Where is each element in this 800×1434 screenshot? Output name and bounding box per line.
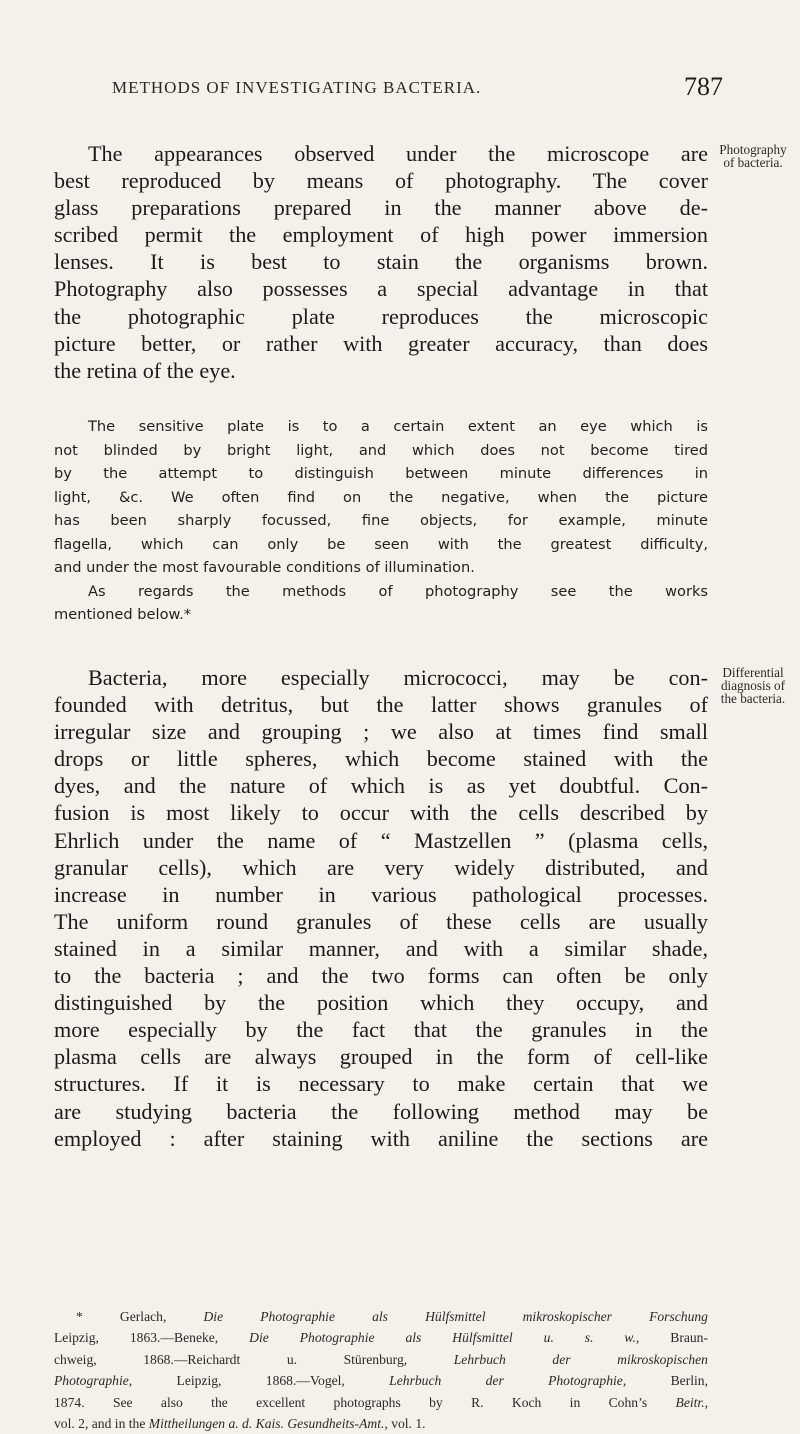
text-line: the retina of the eye.: [54, 357, 236, 383]
text-line: founded with detritus, but the latter shows granules of: [54, 692, 708, 718]
footnote: [54, 1306, 708, 1434]
text-line: Bacteria, more especially micrococci, may be con-: [88, 665, 708, 690]
text-line: more especially by the fact that the granules in the: [54, 1017, 708, 1043]
footnote-line: vol. 2, and in the Mittheilungen a. d. Kais. Gesundheits-Amt., vol. 1.: [54, 1415, 426, 1431]
footnote-line: Leipzig, 1863.—Beneke, Die Photographie als Hülfsmittel u. s. w., Braun-: [54, 1330, 708, 1346]
text-line: are studying bacteria the following method may be: [54, 1098, 708, 1124]
sidenote-line: Differential: [722, 665, 784, 680]
text-line: Photography also possesses a special advantage in that: [54, 276, 708, 302]
text-line: irregular size and grouping ; we also at times find small: [54, 719, 708, 745]
text-line: flagella, which can only be seen with the greatest difficulty,: [54, 535, 708, 553]
text-line: employed : after staining with aniline the sections are: [54, 1125, 708, 1151]
text-line: to the bacteria ; and the two forms can often be only: [54, 963, 708, 989]
text-line: fusion is most likely to occur with the cells described by: [54, 800, 708, 826]
text-line: As regards the methods of photography see the works: [88, 582, 708, 600]
text-line: drops or little spheres, which become stained with the: [54, 746, 708, 772]
text-line: The uniform round granules of these cells are usually: [54, 908, 708, 934]
text-line: plasma cells are always grouped in the form of cell-like: [54, 1044, 708, 1070]
footnote-line: 1874. See also the excellent photographs by R. Koch in Cohn’s Beitr.,: [54, 1394, 708, 1410]
sidenote-line: of bacteria.: [723, 155, 783, 170]
text-line: glass preparations prepared in the manner above de-: [54, 195, 708, 221]
text-line: the photographic plate reproduces the microscopic: [54, 303, 708, 329]
text-line: mentioned below.*: [54, 606, 192, 623]
sidenote-line: the bacteria.: [720, 691, 786, 706]
text-line: has been sharply focussed, fine objects, for example, minute: [54, 512, 708, 529]
text-line: by the attempt to distinguish between minute differences in: [54, 465, 708, 482]
text-line: stained in a similar manner, and with a similar shade,: [54, 935, 708, 961]
text-line: light, &c. We often find on the negative, when the picture: [54, 488, 708, 506]
text-line: and under the most favourable conditions of illumination.: [54, 559, 475, 576]
page-number: 787: [684, 72, 723, 101]
paragraph-differential-diagnosis: [54, 664, 708, 1152]
text-line: picture better, or rather with greater accuracy, than does: [54, 330, 708, 356]
paragraph-sensitive-plate: [54, 415, 708, 627]
text-line: structures. If it is necessary to make certain that we: [54, 1071, 708, 1097]
text-line: distinguished by the position which they occupy, and: [54, 990, 708, 1016]
text-line: scribed permit the employment of high power immersion: [54, 222, 708, 248]
sidenote-differential-diagnosis: [710, 666, 796, 705]
footnote-line: Photographie, Leipzig, 1868.—Vogel, Lehrbuch der Photographie, Berlin,: [54, 1373, 708, 1389]
text-line: best reproduced by means of photography. The cover: [54, 168, 708, 194]
text-line: granular cells), which are very widely distributed, and: [54, 854, 708, 880]
footnote-line: chweig, 1868.—Reichardt u. Stürenburg, Lehrbuch der mikroskopischen: [54, 1351, 708, 1367]
text-line: The sensitive plate is to a certain extent an eye which is: [88, 418, 708, 435]
text-line: increase in number in various pathological processes.: [54, 881, 708, 907]
running-head: [0, 72, 800, 116]
text-line: The appearances observed under the microscope are: [88, 141, 708, 166]
text-line: not blinded by bright light, and which does not become tired: [54, 441, 708, 459]
sidenote-line: diagnosis of: [720, 678, 786, 693]
text-line: lenses. It is best to stain the organisms brown.: [54, 249, 708, 275]
running-title: METHODS OF INVESTIGATING BACTERIA.: [112, 78, 482, 97]
paragraph-photography: [54, 140, 708, 384]
text-line: dyes, and the nature of which is as yet doubtful. Con-: [54, 773, 708, 799]
footnote-marker: *: [76, 1309, 83, 1324]
sidenote-photography: [710, 143, 796, 169]
sidenote-line: Photography: [719, 142, 787, 157]
text-line: Ehrlich under the name of “ Mastzellen ” (plasma cells,: [54, 827, 708, 853]
footnote-line: * Gerlach, Die Photographie als Hülfsmittel mikroskopischer Forschung: [76, 1309, 708, 1324]
